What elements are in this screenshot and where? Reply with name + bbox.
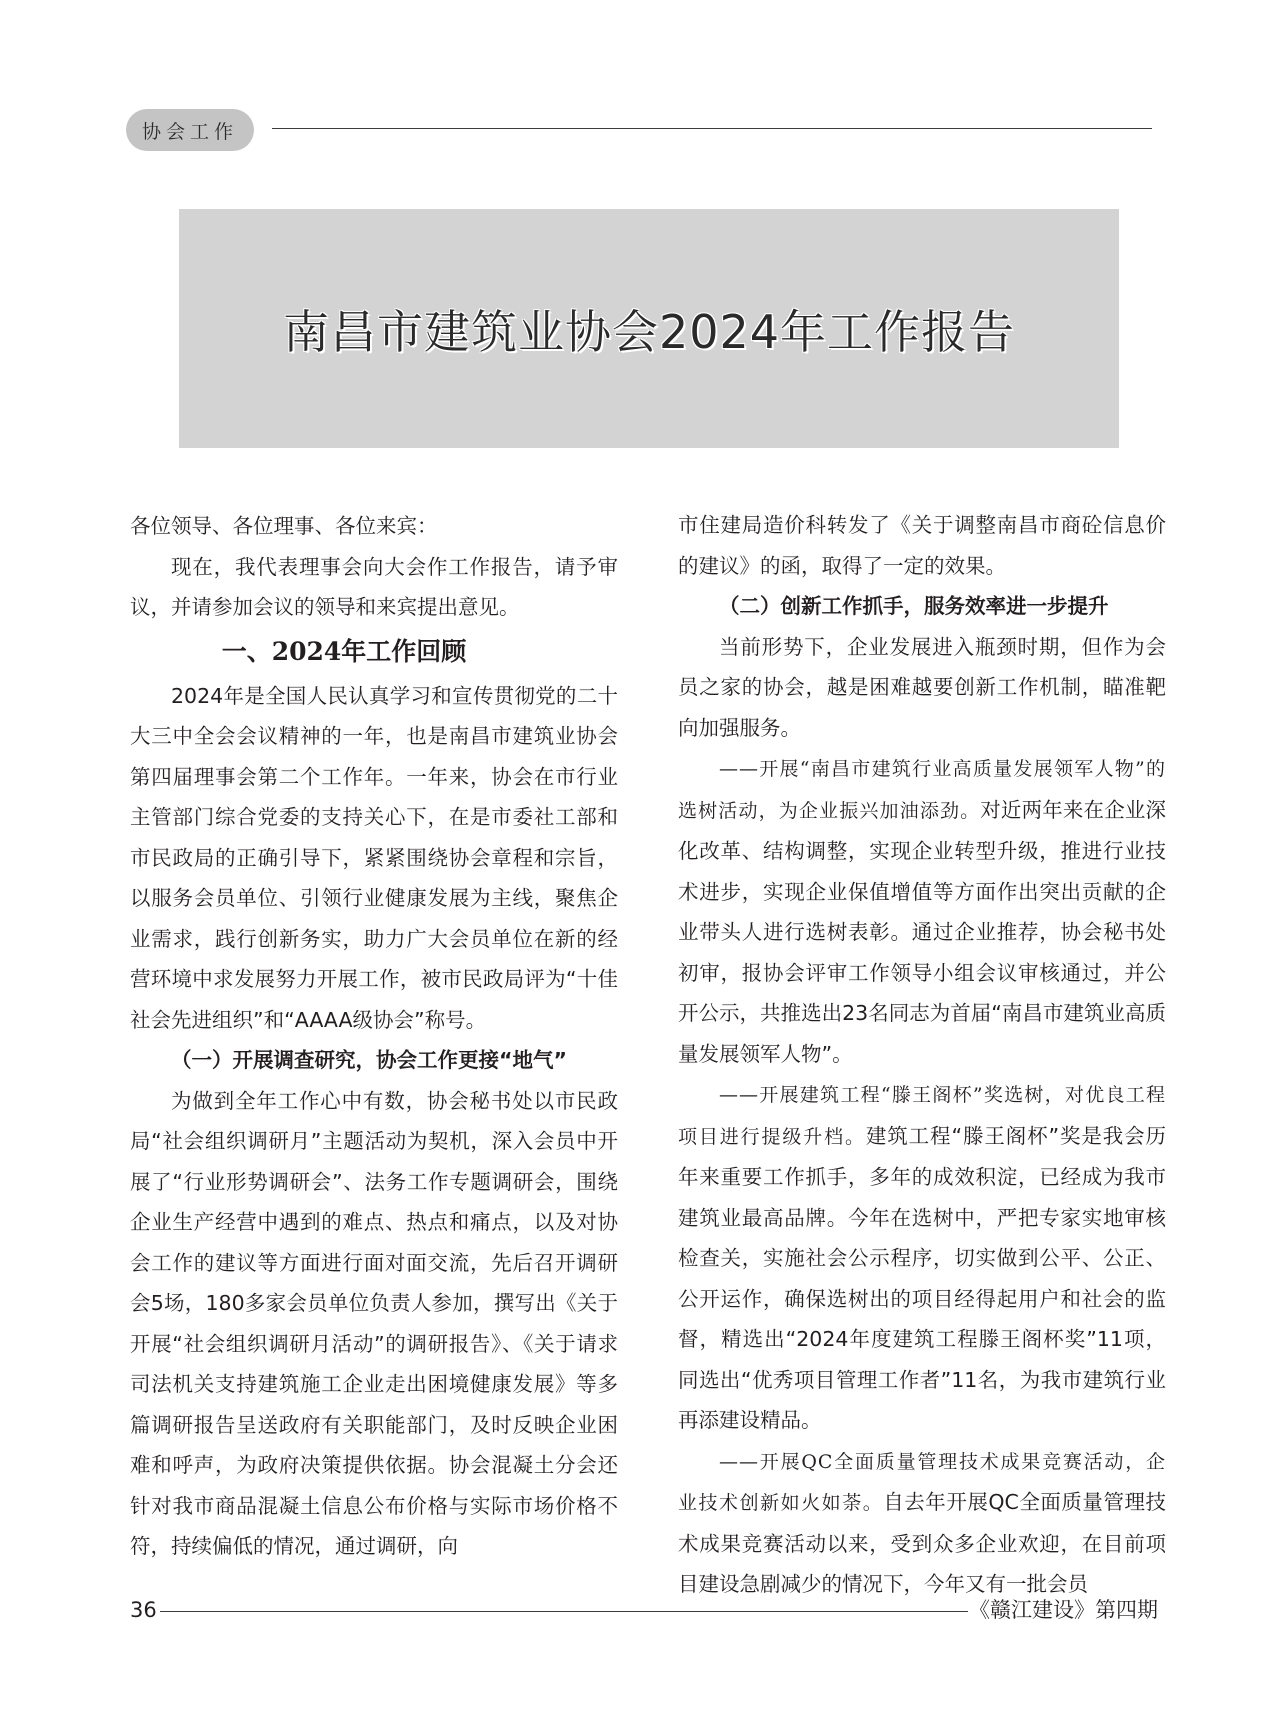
award-item-lead: ——开展建筑工程“滕王阁杯”奖选树，对优良工程项目进行提级升档。 xyxy=(678,1084,1166,1148)
subsection-heading-2: （二）创新工作抓手，服务效率进一步提升 xyxy=(719,594,1109,618)
leader-item-body: 对近两年来在企业深化改革、结构调整，实现企业转型升级，推进行业技术进步，实现企业保值增值等方面作出突出贡献的企业带头人进行选树表彰。通过企业推荐，协会秘书处初审，报协会评审工作领导小组会议审核通过，并公开公示，共推选出23名同志为首届“南昌市建筑业高质量发展领军人物”。 xyxy=(678,797,1166,1066)
qc-item-body: 自去年开展QC全面质量管理技术成果竞赛活动以来，受到众多企业欢迎，在目前项目建设急剧减少的情况下，今年又有一批会员 xyxy=(678,1490,1166,1596)
title-banner xyxy=(179,209,1119,448)
award-item xyxy=(678,1074,1166,1441)
qc-item-lead: ——开展QC全面质量管理技术成果竞赛活动，企业技术创新如火如荼。 xyxy=(678,1450,1166,1514)
page-title: 南昌市建筑业协会2024年工作报告 xyxy=(282,304,1016,359)
continuation-paragraph: 市住建局造价科转发了《关于调整南昌市商砼信息价的建议》的函，取得了一定的效果。 xyxy=(678,513,1166,578)
header-rule xyxy=(272,128,1152,129)
right-column xyxy=(678,505,1166,1605)
subsection-heading-1: （一）开展调查研究，协会工作更接“地气” xyxy=(171,1048,567,1072)
section-heading: 一、2024年工作回顾 xyxy=(221,636,467,666)
footer-rule xyxy=(160,1611,968,1612)
publication-name: 《赣江建设》第四期 xyxy=(969,1598,1158,1622)
review-paragraph: 2024年是全国人民认真学习和宣传贯彻党的二十大三中全会会议精神的一年，也是南昌市建筑业协会第四届理事会第二个工作年。一年来，协会在市行业主管部门综合党委的支持关心下，在是市委社工部和市民政局的正确引导下，紧紧围绕协会章程和宗旨，以服务会员单位、引领行业健康发展为主线，聚焦企业需求，践行创新务实，助力广大会员单位在新的经营环境中求发展努力开展工作，被市民政局评为“十佳社会先进组织”和“AAAA级协会”称号。 xyxy=(130,683,618,1032)
qc-item xyxy=(678,1441,1166,1605)
section-tag: 协会工作 xyxy=(126,109,254,151)
research-paragraph: 为做到全年工作心中有数，协会秘书处以市民政局“社会组织调研月”主题活动为契机，深入会员中开展了“行业形势调研会”、法务工作专题调研会，围绕企业生产经营中遇到的难点、热点和痛点，以及对协会工作的建议等方面进行面对面交流，先后召开调研会5场，180多家会员单位负责人参加，撰写出《关于开展“社会组织调研月活动”的调研报告》、《关于请求司法机关支持建筑施工企业走出困境健康发展》等多篇调研报告呈送政府有关职能部门，及时反映企业困难和呼声，为政府决策提供依据。协会混凝土分会还针对我市商品混凝土信息公布价格与实际市场价格不符，持续偏低的情况，通过调研，向 xyxy=(130,1088,618,1558)
innovation-paragraph: 当前形势下，企业发展进入瓶颈时期，但作为会员之家的协会，越是困难越要创新工作机制，瞄准靶向加强服务。 xyxy=(678,634,1166,740)
page-footer xyxy=(130,1593,1158,1627)
salutation: 各位领导、各位理事、各位来宾： xyxy=(130,514,438,538)
left-column xyxy=(130,506,618,1567)
leader-item xyxy=(678,748,1166,1074)
page-number: 36 xyxy=(130,1598,157,1622)
leader-item-lead: ——开展“南昌市建筑行业高质量发展领军人物”的选树活动，为企业振兴加油添劲。 xyxy=(678,758,1166,822)
intro-paragraph: 现在，我代表理事会向大会作工作报告，请予审议，并请参加会议的领导和来宾提出意见。 xyxy=(130,554,618,619)
award-item-body: 建筑工程“滕王阁杯”奖是我会历年来重要工作抓手，多年的成效积淀，已经成为我市建筑业最高品牌。今年在选树中，严把专家实地审核检查关，实施社会公示程序，切实做到公平、公正、公开运作，确保选树出的项目经得起用户和社会的监督，精选出“2024年度建筑工程滕王阁杯奖”11项，同选出“优秀项目管理工作者”11名，为我市建筑行业再添建设精品。 xyxy=(678,1123,1166,1432)
